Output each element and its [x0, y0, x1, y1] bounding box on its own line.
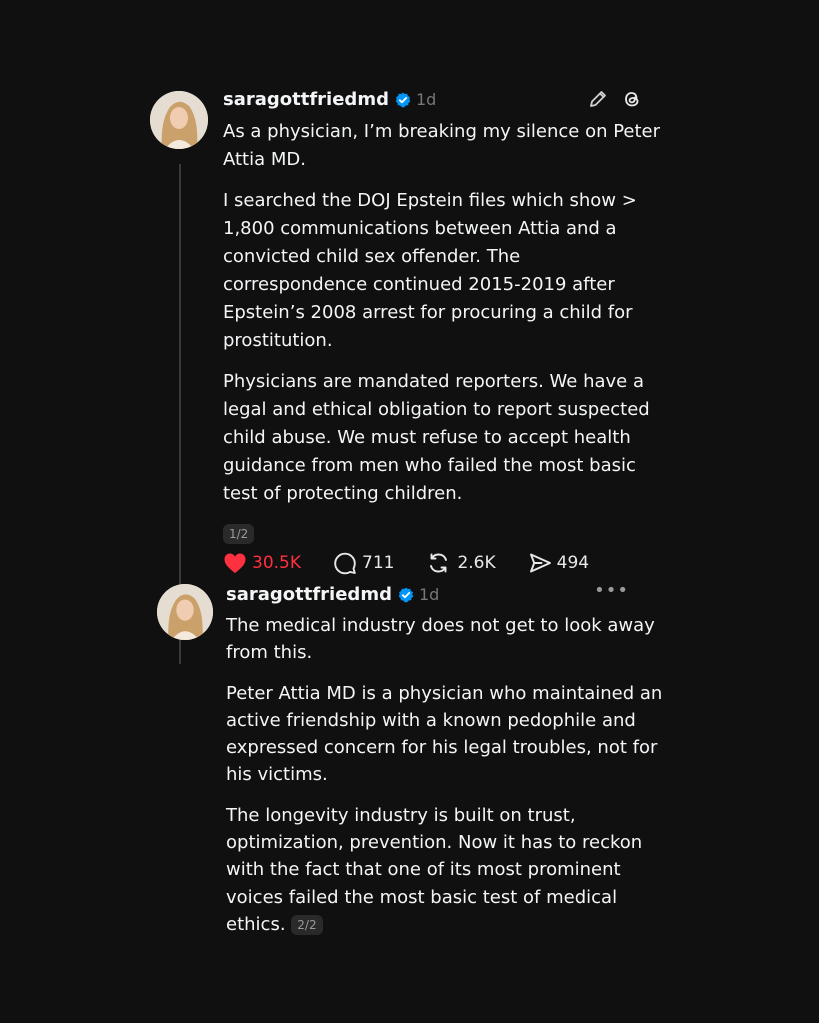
repost-button[interactable]: [426, 551, 495, 575]
post-header: [223, 89, 436, 110]
verified-badge-icon: [398, 587, 414, 603]
share-button[interactable]: [528, 551, 589, 575]
comment-icon: [333, 551, 357, 575]
post-paragraph-text: The longevity industry is built on trust, optimization, prevention. Now it has to reckon with the fact that one of its most prominent voices failed the most basic test of medical ethics.: [226, 804, 643, 935]
post-paragraph: The medical industry does not get to look away from this.: [226, 615, 655, 664]
post-time: 1d: [418, 585, 440, 604]
more-options-icon[interactable]: •••: [594, 580, 629, 601]
avatar[interactable]: [150, 91, 208, 149]
threads-logo-icon[interactable]: [621, 88, 643, 110]
post-body: [223, 118, 663, 548]
share-count: 494: [556, 553, 590, 573]
send-icon: [528, 551, 552, 575]
avatar-image: [150, 91, 208, 149]
post-paragraph: [226, 802, 666, 938]
reply-count: 711: [362, 553, 395, 573]
username[interactable]: saragottfriedmd: [223, 89, 389, 110]
avatar-image: [157, 584, 213, 640]
post-top-icons: [587, 88, 643, 110]
post-actions: [223, 551, 621, 575]
pencil-icon[interactable]: [587, 88, 609, 110]
post-header: [226, 584, 439, 605]
avatar[interactable]: [157, 584, 213, 640]
reply-button[interactable]: [333, 551, 394, 575]
post-paragraph: I searched the DOJ Epstein files which show > 1,800 communications between Attia and a convicted child sex offender. The correspondence continued 2015-2019 after Epstein’s 2008 arrest for procuring a child for prostitution.: [223, 190, 637, 351]
thread-page-badge: 2/2: [291, 915, 322, 935]
post-body: [226, 612, 666, 951]
repost-count: 2.6K: [457, 553, 496, 573]
post-paragraph: Physicians are mandated reporters. We have a legal and ethical obligation to report suspected child abuse. We must refuse to accept health guidance from men who failed the most basic test of protecting children.: [223, 371, 650, 504]
heart-filled-icon: [223, 552, 247, 574]
thread-page-badge: 1/2: [223, 524, 254, 544]
verified-badge-icon: [395, 92, 411, 108]
username[interactable]: saragottfriedmd: [226, 584, 392, 605]
post-paragraph: Peter Attia MD is a physician who maintained an active friendship with a known pedophile and expressed concern for his legal troubles, not for his victims.: [226, 682, 663, 786]
post-paragraph: As a physician, I’m breaking my silence on Peter Attia MD.: [223, 121, 661, 170]
like-button[interactable]: [223, 552, 301, 574]
repost-icon: [426, 551, 452, 575]
post-time: 1d: [415, 90, 437, 109]
like-count: 30.5K: [252, 553, 301, 573]
